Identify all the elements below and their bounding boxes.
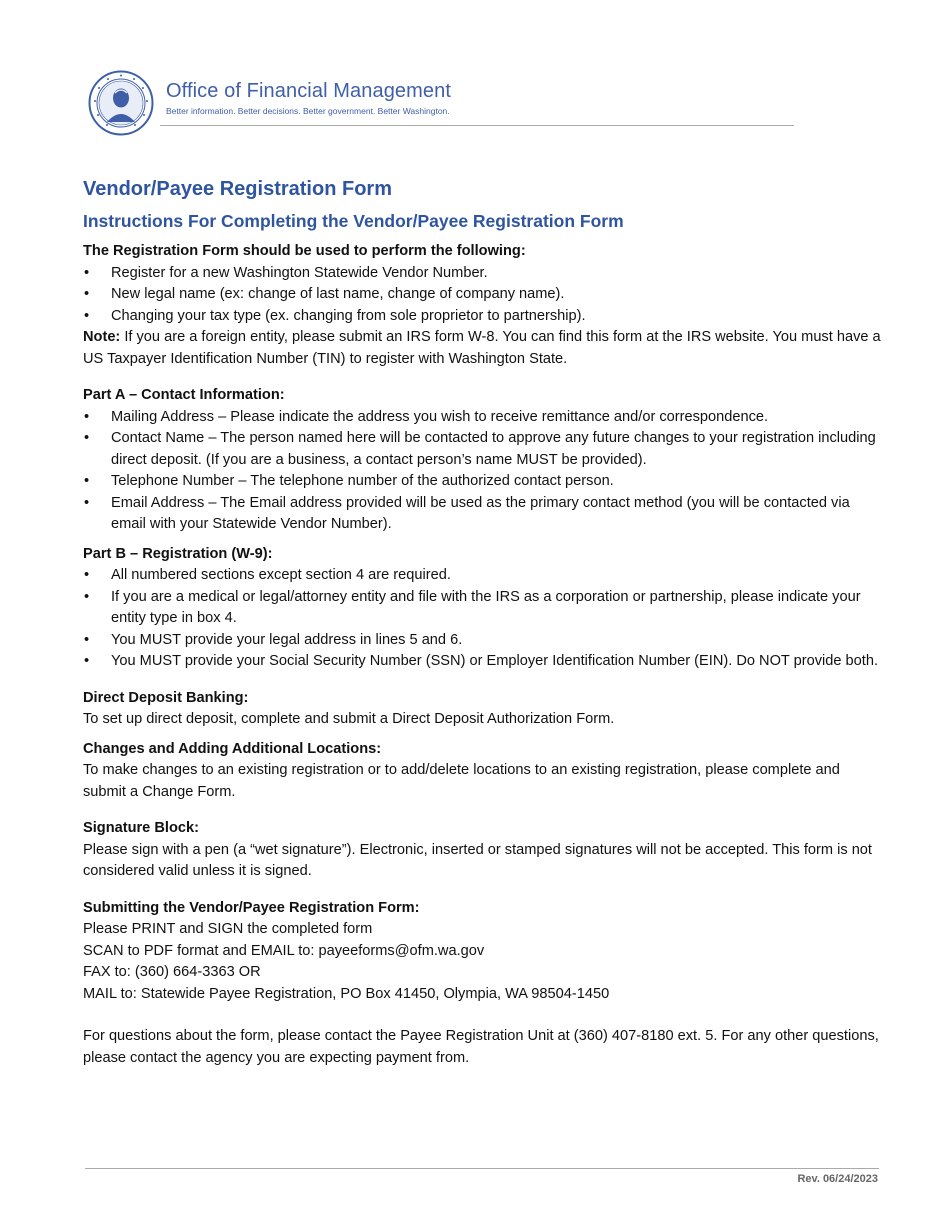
list-item: • Email Address – The Email address provided will be used as the primary contact method (you will be contacted via email with your Statewide Vendor Number). <box>84 494 850 532</box>
document-body <box>83 176 883 1069</box>
bullet-icon: • <box>84 286 90 302</box>
part-a-list <box>83 407 883 536</box>
list-item: • Contact Name – The person named here will be contacted to approve any future changes to your registration including direct deposit. (If you are a business, a contact person’s name MUST be provided). <box>84 430 876 468</box>
part-a-section <box>83 385 883 536</box>
changes-text: To make changes to an existing registration or to add/delete locations to an existing registration, please complete and submit a Change Form. <box>83 762 840 800</box>
direct-deposit-heading: Direct Deposit Banking: <box>83 689 249 706</box>
direct-deposit-section <box>83 688 883 731</box>
bullet-icon: • <box>84 653 90 669</box>
direct-deposit-text: To set up direct deposit, complete and submit a Direct Deposit Authorization Form. <box>83 711 615 727</box>
foreign-entity-note <box>83 327 883 370</box>
list-item: • You MUST provide your Social Security Number (SSN) or Employer Identification Number (EIN). Do NOT provide both. <box>83 651 883 673</box>
list-item: • Changing your tax type (ex. changing from sole proprietor to partnership). <box>83 306 883 328</box>
org-name: Office of Financial Management <box>166 80 452 102</box>
part-b-section <box>83 544 883 673</box>
submit-step: FAX to: (360) 664-3363 OR <box>83 964 261 980</box>
list-item: • You MUST provide your legal address in lines 5 and 6. <box>83 630 883 652</box>
bullet-icon: • <box>84 264 90 281</box>
bullet-icon: • <box>84 631 90 648</box>
part-b-list <box>83 565 883 673</box>
bullet-icon: • <box>84 567 90 583</box>
footer-divider <box>85 1168 879 1169</box>
list-item: • All numbered sections except section 4 are required. <box>83 565 883 587</box>
changes-heading: Changes and Adding Additional Locations: <box>83 740 382 757</box>
bullet-icon: • <box>84 408 90 425</box>
revision-date: Rev. 06/24/2023 <box>797 1173 878 1185</box>
part-b-heading: Part B – Registration (W-9): <box>83 545 273 562</box>
questions-text: For questions about the form, please contact the Payee Registration Unit at (360) 407-8180 ext. 5. For any other questions, please contact the agency you are expecting payment from. <box>83 1028 879 1066</box>
submitting-heading: Submitting the Vendor/Payee Registration Form: <box>83 899 420 916</box>
bullet-icon: • <box>84 588 90 605</box>
list-item: • Telephone Number – The telephone number of the authorized contact person. <box>83 471 883 493</box>
intro-heading: The Registration Form should be used to perform the following: <box>83 243 526 259</box>
part-a-heading: Part A – Contact Information: <box>83 387 285 403</box>
bullet-icon: • <box>84 494 90 511</box>
submit-step: MAIL to: Statewide Payee Registration, PO Box 41450, Olympia, WA 98504-1450 <box>83 985 610 1002</box>
bullet-icon: • <box>84 307 90 324</box>
page-subtitle: Instructions For Completing the Vendor/Payee Registration Form <box>83 211 624 231</box>
washington-state-seal-icon <box>88 70 154 136</box>
list-item: • Mailing Address – Please indicate the address you wish to receive remittance and/or correspondence. <box>83 407 883 429</box>
list-item: • New legal name (ex: change of last name, change of company name). <box>83 284 883 306</box>
header-divider <box>160 125 794 126</box>
list-item: • Register for a new Washington Statewide Vendor Number. <box>83 263 883 285</box>
signature-text: Please sign with a pen (a “wet signature”). Electronic, inserted or stamped signatures will not be accepted. This form is not considered valid unless it is signed. <box>83 841 872 879</box>
list-item: • If you are a medical or legal/attorney entity and file with the IRS as a corporation or partnership, please indicate your entity type in box 4. <box>84 588 861 626</box>
submitting-section <box>83 898 883 1006</box>
note-label: Note: <box>83 329 121 345</box>
signature-heading: Signature Block: <box>83 820 199 836</box>
intro-list <box>83 263 883 328</box>
submit-step: Please PRINT and SIGN the completed form <box>83 921 373 937</box>
page-header <box>88 70 794 130</box>
org-tagline: Better information. Better decisions. Better government. Better Washington. <box>166 106 450 116</box>
bullet-icon: • <box>84 430 90 446</box>
page-title: Vendor/Payee Registration Form <box>83 178 392 200</box>
intro-section <box>83 241 883 370</box>
changes-section <box>83 739 883 804</box>
signature-section <box>83 818 883 883</box>
note-text: If you are a foreign entity, please submit an IRS form W-8. You can find this form at the IRS website. You must have a US Taxpayer Identification Number (TIN) to register with Washington State. <box>83 329 881 367</box>
submit-step: SCAN to PDF format and EMAIL to: payeeforms@ofm.wa.gov <box>83 942 485 959</box>
bullet-icon: • <box>84 473 90 489</box>
